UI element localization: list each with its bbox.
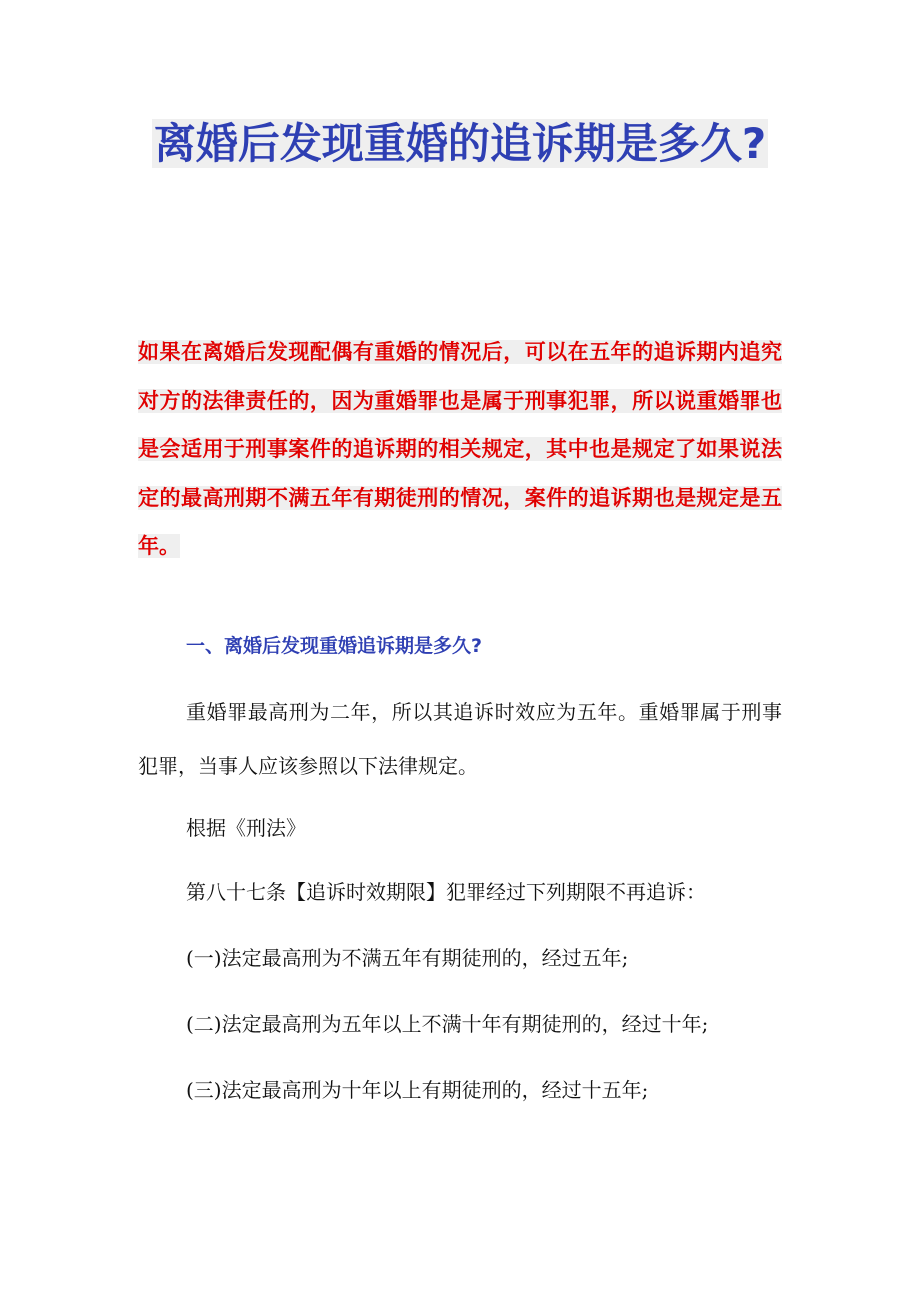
document-title: [100, 112, 820, 176]
summary-text: 如果在离婚后发现配偶有重婚的情况后，可以在五年的追诉期内追究对方的法律责任的，因为重婚罪也是属于刑事犯罪，所以说重婚罪也是会适用于刑事案件的追诉期的相关规定，其中也是规定了如果说法定的最高刑期不满五年有期徒刑的情况，案件的追诉期也是规定是五年。: [138, 340, 782, 558]
body-paragraph-2: 根据《刑法》: [186, 816, 306, 840]
body-paragraph-3: 第八十七条【追诉时效期限】犯罪经过下列期限不再追诉：: [186, 880, 706, 904]
body-paragraph-5: (二)法定最高刑为五年以上不满十年有期徒刑的，经过十年;: [186, 1012, 709, 1036]
body-paragraph-1: 重婚罪最高刑为二年，所以其追诉时效应为五年。重婚罪属于刑事犯罪，当事人应该参照以下法律规定。: [138, 700, 782, 778]
document-title-text: 离婚后发现重婚的追诉期是多久?: [153, 119, 767, 168]
body-paragraph-6: (三)法定最高刑为十年以上有期徒刑的，经过十五年;: [186, 1078, 649, 1102]
body-paragraph-4: (一)法定最高刑为不满五年有期徒刑的，经过五年;: [186, 946, 629, 970]
section-heading: 一、离婚后发现重婚追诉期是多久?: [186, 635, 483, 657]
summary-paragraph: [138, 328, 782, 571]
